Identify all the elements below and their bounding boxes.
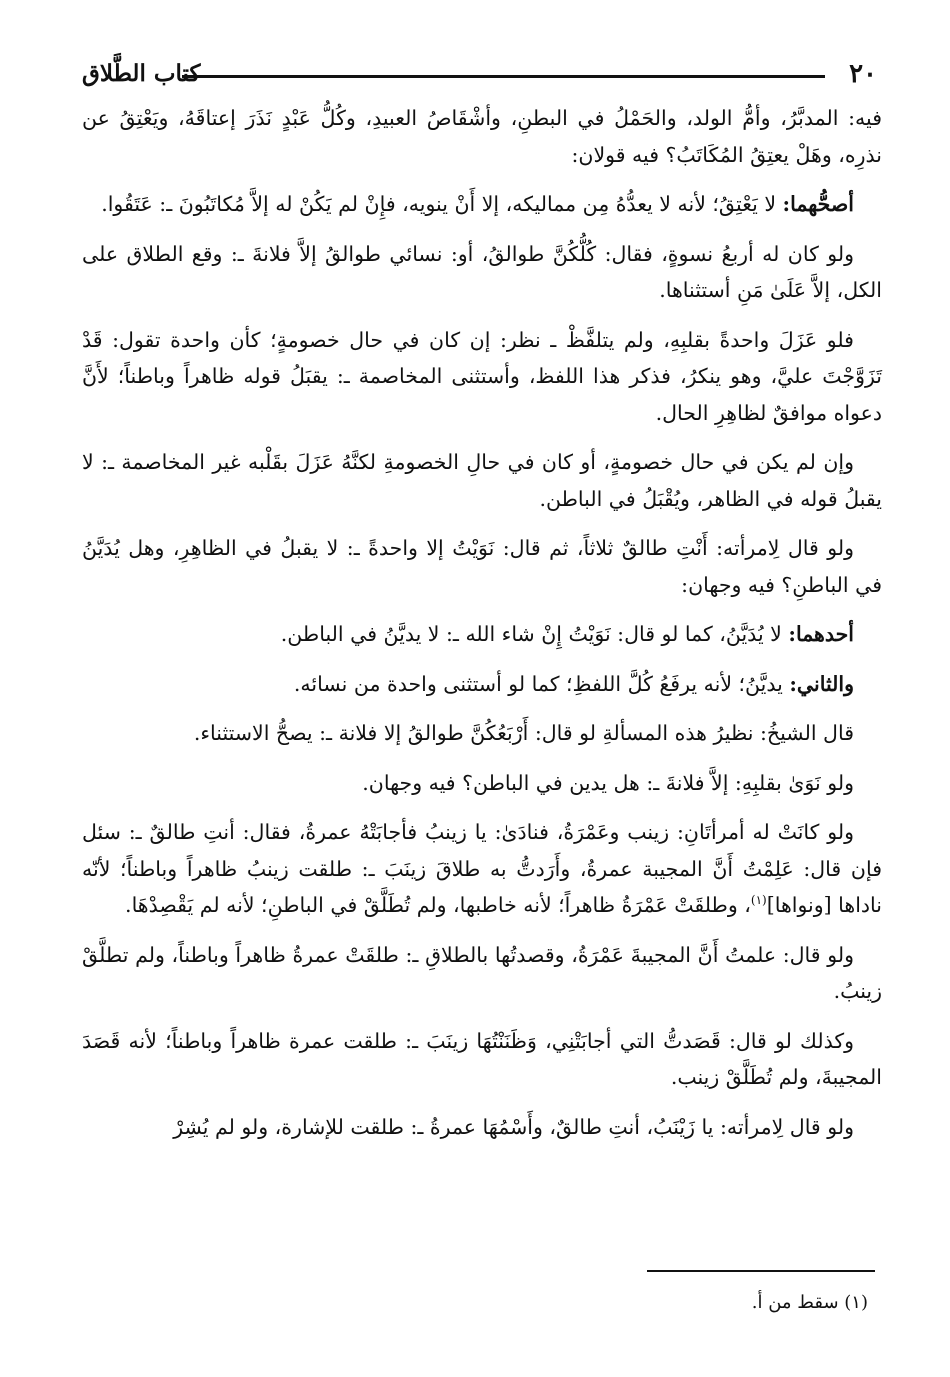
page-number: ٢٠ xyxy=(849,59,877,89)
paragraph-text: وكذلك لو قال: قَصَدتُّ التي أجابَتْنِي، وَظَنَنْتُهَا زينَبَ ـ: طلقت عمرة ظاهراً وباطناً؛ لأنه قَصَدَ المجيبةَ، ولم تُطَلَّقْ زينب. xyxy=(82,1028,882,1089)
book-title: كتاب الطَّلاق xyxy=(82,60,201,87)
paragraph xyxy=(82,937,882,1010)
footnote-reference: (١) xyxy=(750,893,767,908)
paragraph-text: فلو عَزَلَ واحدةً بقلبِهِ، ولم يتلفَّظْ ـ نظر: إن كان في حال خصومةٍ؛ كأن واحدة تقول: قَدْ تَزَوَّجْتَ عليَّ، وهو ينكرُ، فذكر هذا اللفظ، وأستثنى المخاصمة ـ: يقبَلُ قوله ظاهراً وباطناً؛ لأَنَّ دعواه موافقٌ لظاهِرِ الحال. xyxy=(82,327,882,425)
footnote-rule xyxy=(647,1270,875,1272)
paragraph-text: ولو قال لِامرأته: أَنْتِ طالقٌ ثلاثاً، ثم قال: نَوَيْتُ إلا واحدةً ـ: لا يقبلُ في الظاهِرِ، وهل يُدَيَّنُ في الباطنِ؟ فيه وجهان: xyxy=(82,536,882,597)
paragraph xyxy=(82,1023,882,1096)
page-header xyxy=(82,58,877,98)
paragraph-text: ولو قال: علمتُ أَنَّ المجيبةَ عَمْرَةُ، وقصدتُها بالطلاقِ ـ: طلقَتْ عمرةُ ظاهراً وباطناً، ولم تطلَّقْ زينبُ. xyxy=(82,942,882,1003)
paragraph xyxy=(82,616,882,653)
paragraph xyxy=(82,1109,882,1146)
paragraph-text: ولو كانَتْ له أمرأتَانِ: زينب وعَمْرَةُ، فنادَىٰ: يا زينبُ فأجابَتْهُ عمرةُ، فقال: أنتِ طالقٌ ـ: سئل فإن قال: عَلِمْتُ أَنَّ المجيبة عمرةُ، وأَرَدتُّ به طلاقَ زينَبَ ـ: طلقت زينبُ ظاهراً وباطناً؛ لأنّه ناداها [ونواها] xyxy=(82,820,882,917)
paragraph-text: ولو نَوَىٰ بقلبِهِ: إلاَّ فلانةَ ـ: هل يدين في الباطن؟ فيه وجهان. xyxy=(362,770,854,795)
paragraph-text: ولو قال لِامرأته: يا زَيْنَبُ، أنتِ طالقٌ، وأَسْمُهَا عمرةُ ـ: طلقت للإشارة، ولو لم يُشِرْ xyxy=(173,1114,854,1139)
paragraph xyxy=(82,236,882,309)
paragraph-lead: أصحُّهما: xyxy=(782,192,854,216)
paragraph-lead: أحدهما: xyxy=(788,622,854,646)
paragraph-text: لا يَعْتِقُ؛ لأنه لا يعدُّهُ مِن مماليكه، إلا أَنْ ينويه، فإِنْ لم يَكُنْ له إلاَّ مُكاتَبُونَ ـ: عَتَقُوا. xyxy=(101,192,783,216)
paragraph-text: وإن لم يكن في حال خصومةٍ، أو كان في حالِ الخصومةِ لكنَّهُ عَزَلَ بقَلْبه غير المخاصمة ـ: لا يقبلُ قوله في الظاهر، ويُقْبَلُ في الباطن. xyxy=(82,450,882,511)
paragraph xyxy=(82,530,882,603)
paragraph-text: قال الشيخُ: نظيرُ هذه المسألةِ لو قال: أَرْبَعُكُنَّ طوالقُ إلا فلانة ـ: يصحُّ الاستثناء. xyxy=(193,721,854,745)
header-rule xyxy=(182,75,825,78)
paragraph xyxy=(82,444,882,517)
footnote: (١) سقط من أ. xyxy=(751,1292,868,1313)
paragraph xyxy=(82,814,882,924)
paragraph-text-tail: ، وطلقَتْ عَمْرَةُ ظاهراً؛ لأنه خاطبها، ولم تُطَلَّقْ في الباطنِ؛ لأنه لم يَقْصِدْهَا. xyxy=(125,893,751,917)
paragraph xyxy=(82,765,882,802)
body-text xyxy=(82,100,882,1158)
paragraph xyxy=(82,666,882,703)
paragraph xyxy=(82,715,882,752)
paragraph xyxy=(82,186,882,223)
paragraph xyxy=(82,322,882,432)
paragraph-lead: والثاني: xyxy=(789,671,854,696)
paragraph-text: يديَّنُ؛ لأنه يرفَعُ كُلَّ اللفظِ؛ كما لو أستثنى واحدة من نسائه. xyxy=(293,671,790,696)
paragraph-text: فيه: المدبَّرُ، وأمُّ الولد، والحَمْلُ في البطنِ، وأشْقَاصُ العبيدِ، وكُلُّ عَبْدٍ نَذَرَ إعتاقَهُ، ويَعْتِقُ عن نذرِه، وهَلْ يعتِقُ المُكَاتَبُ؟ فيه قولان: xyxy=(82,106,882,167)
paragraph xyxy=(82,100,882,173)
paragraph-text: لا يُدَيَّنُ، كما لو قال: نَوَيْتُ إِنْ شاء الله ـ: لا يديَّنُ في الباطن. xyxy=(280,622,789,646)
paragraph-text: ولو كان له أربعُ نسوةٍ، فقال: كُلُّكُنَّ طوالقُ، أو: نسائي طوالقُ إلاَّ فلانةَ ـ: وقع الطلاق على الكل، إلاَّ عَلَىٰ مَنِ أستثناها. xyxy=(82,241,882,302)
